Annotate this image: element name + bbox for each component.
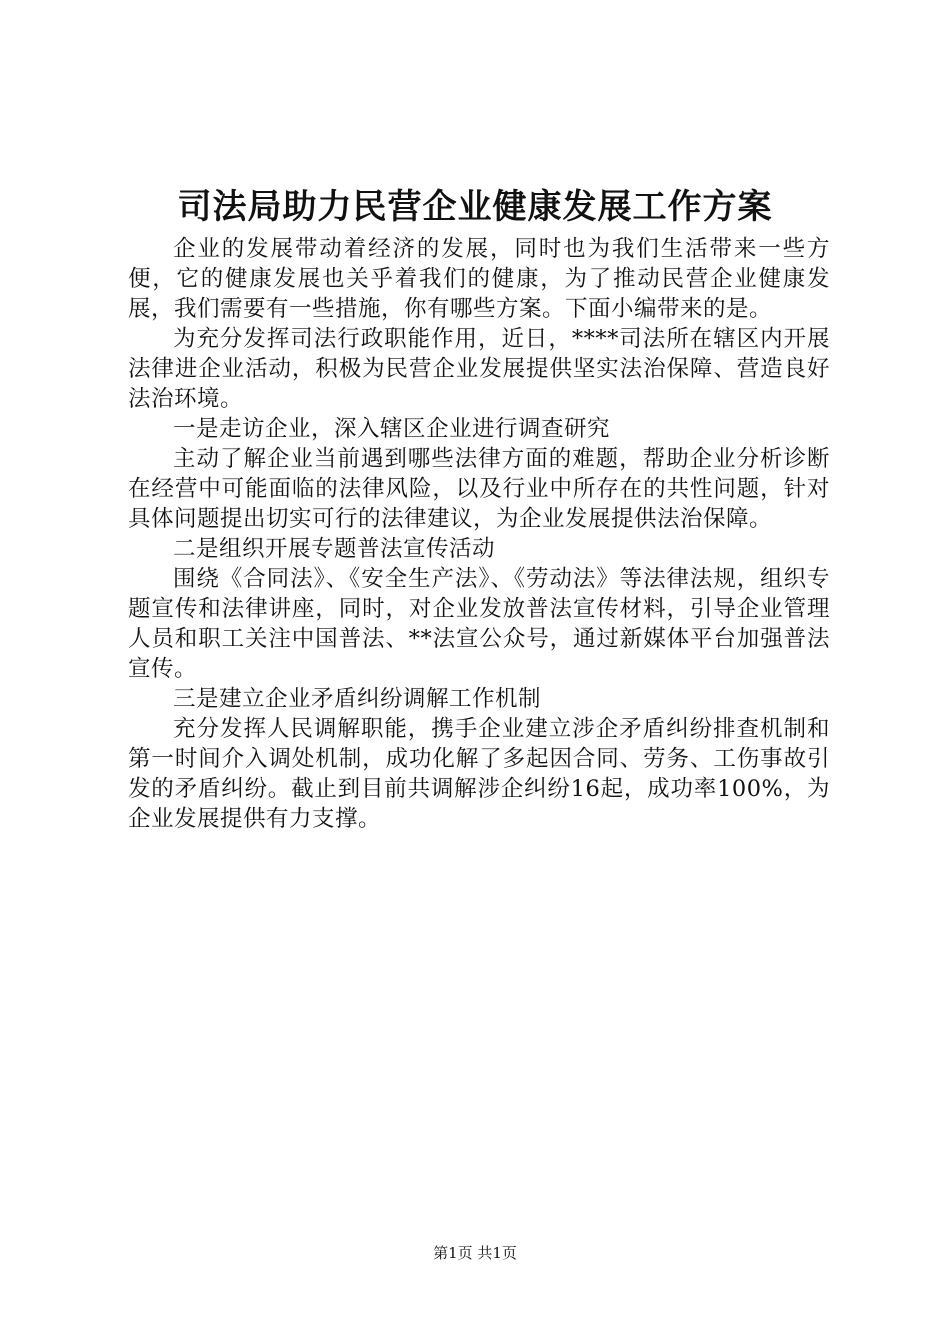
- page-footer: 第1页 共1页: [433, 1244, 517, 1262]
- paragraph-intro: 企业的发展带动着经济的发展，同时也为我们生活带来一些方便，它的健康发展也关乎着我们的健康，为了推动民营企业健康发展，我们需要有一些措施，你有哪些方案。下面小编带来的是。: [128, 236, 830, 322]
- paragraph-section-2: 围绕《合同法》、《安全生产法》、《劳动法》等法律法规，组织专题宣传和法律讲座，同时，对企业发放普法宣传材料，引导企业管理人员和职工关注中国普法、**法宣公众号，通过新媒体平台加强普法宣传。: [128, 566, 830, 682]
- section-heading-1: 一是走访企业，深入辖区企业进行调查研究: [173, 416, 611, 442]
- document-title: 司法局助力民营企业健康发展工作方案: [177, 187, 773, 227]
- paragraph-section-3: 充分发挥人民调解职能，携手企业建立涉企矛盾纠纷排查机制和第一时间介入调处机制，成功化解了多起因合同、劳务、工伤事故引发的矛盾纠纷。截止到目前共调解涉企纠纷16起，成功率100%，为企业发展提供有力支撑。: [128, 716, 830, 832]
- document-body: [128, 234, 830, 834]
- paragraph-section-1: 主动了解企业当前遇到哪些法律方面的难题，帮助企业分析诊断在经营中可能面临的法律风险，以及行业中所存在的共性问题，针对具体问题提出切实可行的法律建议，为企业发展提供法治保障。: [128, 446, 830, 532]
- section-heading-2: 二是组织开展专题普法宣传活动: [173, 536, 496, 562]
- paragraph-background: 为充分发挥司法行政职能作用，近日，****司法所在辖区内开展法律进企业活动，积极为民营企业发展提供坚实法治保障、营造良好法治环境。: [128, 326, 830, 412]
- section-heading-3: 三是建立企业矛盾纠纷调解工作机制: [173, 686, 542, 712]
